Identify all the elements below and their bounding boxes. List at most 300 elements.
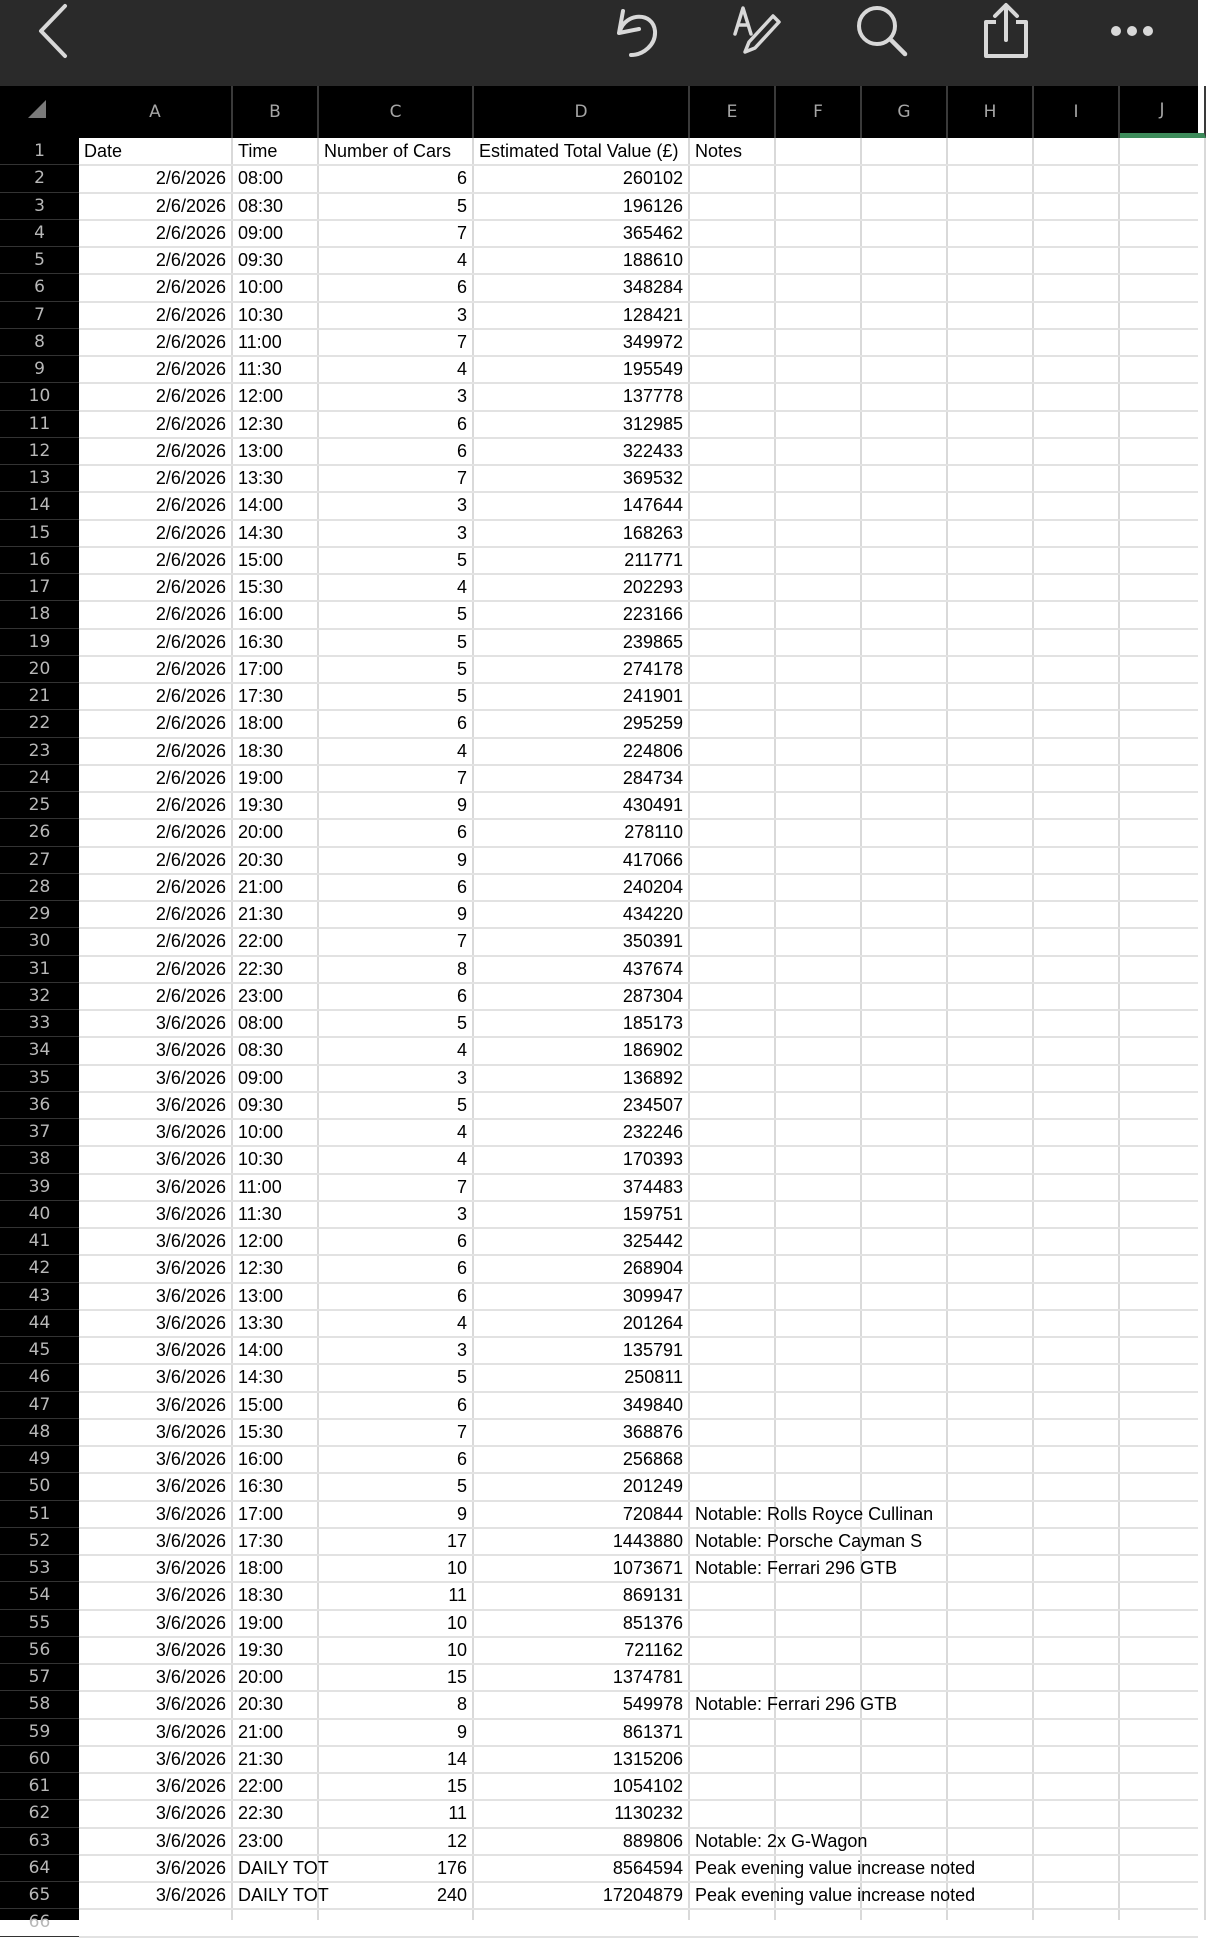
cell-notes[interactable]: Notable: Ferrari 296 GTB [695, 1694, 898, 1715]
row-header[interactable]: 39 [0, 1174, 79, 1201]
cell-time[interactable]: 09:00 [238, 1067, 284, 1088]
cell-cars[interactable]: 11 [448, 1803, 467, 1824]
row-header[interactable]: 56 [0, 1637, 79, 1664]
cell-date[interactable]: 3/6/2026 [155, 1885, 226, 1905]
row-header[interactable]: 44 [0, 1310, 79, 1337]
row-header[interactable]: 51 [0, 1501, 79, 1528]
cell-value[interactable]: 349840 [622, 1394, 683, 1415]
cell-time[interactable]: 08:30 [238, 195, 284, 216]
cell-time[interactable]: 20:30 [238, 1694, 284, 1715]
cell-value[interactable]: 284734 [622, 767, 683, 788]
cell-cars[interactable]: 6 [456, 713, 467, 734]
column-header-i[interactable]: I [1034, 86, 1120, 138]
cell-date[interactable]: 2/6/2026 [155, 849, 226, 870]
cell-time[interactable]: 12:00 [238, 1231, 284, 1251]
cell-cars[interactable]: 8 [456, 958, 467, 979]
cell-value[interactable]: 186902 [622, 1040, 683, 1061]
cell-cars[interactable]: 4 [456, 577, 467, 597]
cell-cars[interactable]: 14 [446, 1748, 467, 1769]
cell-value[interactable]: 274178 [622, 658, 683, 679]
row-header[interactable]: 10 [0, 383, 79, 410]
row-header[interactable]: 57 [0, 1664, 79, 1691]
cell-cars[interactable]: 6 [456, 985, 467, 1006]
cell-date[interactable]: 3/6/2026 [155, 1830, 226, 1851]
cell-time[interactable]: 22:00 [238, 931, 284, 952]
header-cell-time[interactable]: Time [238, 141, 278, 161]
cell-area[interactable] [79, 138, 1198, 1920]
cell-value[interactable]: 348284 [622, 277, 683, 298]
column-header-a[interactable]: A [79, 86, 233, 138]
cell-date[interactable]: 3/6/2026 [155, 1857, 226, 1878]
row-header[interactable]: 26 [0, 819, 79, 846]
cell-cars[interactable]: 6 [456, 277, 467, 298]
row-header[interactable]: 40 [0, 1201, 79, 1228]
cell-time[interactable]: 12:00 [238, 386, 284, 407]
cell-cars[interactable]: 6 [456, 822, 467, 843]
cell-date[interactable]: 2/6/2026 [155, 577, 226, 597]
cell-date[interactable]: 3/6/2026 [155, 1149, 226, 1170]
cell-date[interactable]: 3/6/2026 [155, 1803, 226, 1824]
cell-date[interactable]: 2/6/2026 [155, 713, 226, 734]
cell-time[interactable]: 14:00 [238, 495, 284, 516]
cell-notes[interactable]: Notable: Porsche Cayman S [695, 1530, 923, 1551]
cell-time[interactable]: 16:30 [238, 631, 284, 652]
row-header[interactable]: 55 [0, 1610, 79, 1637]
cell-cars[interactable]: 15 [446, 1776, 467, 1796]
column-header-j[interactable]: J [1120, 86, 1206, 138]
cell-time[interactable]: 12:30 [238, 1258, 284, 1279]
row-header[interactable]: 47 [0, 1392, 79, 1419]
cell-value[interactable]: 250811 [624, 1367, 683, 1388]
cell-cars[interactable]: 4 [456, 1312, 467, 1333]
row-header[interactable]: 1 [0, 138, 79, 165]
cell-date[interactable]: 3/6/2026 [155, 1694, 226, 1715]
row-header[interactable]: 34 [0, 1037, 79, 1064]
cell-cars[interactable]: 4 [456, 1149, 467, 1170]
cell-time[interactable]: 17:30 [238, 1530, 284, 1551]
cell-value[interactable]: 211771 [624, 549, 683, 570]
cell-date[interactable]: 2/6/2026 [155, 222, 226, 243]
row-header[interactable]: 48 [0, 1419, 79, 1446]
cell-value[interactable]: 1315206 [612, 1748, 683, 1769]
cell-time[interactable]: 23:00 [238, 985, 284, 1006]
row-header[interactable]: 58 [0, 1691, 79, 1718]
cell-date[interactable]: 3/6/2026 [155, 1639, 226, 1660]
cell-date[interactable]: 2/6/2026 [155, 331, 226, 352]
cell-date[interactable]: 2/6/2026 [155, 168, 226, 189]
undo-button[interactable] [605, 0, 665, 62]
row-header[interactable]: 17 [0, 574, 79, 601]
row-header[interactable]: 45 [0, 1337, 79, 1364]
cell-time[interactable]: 16:00 [238, 604, 284, 625]
cell-cars[interactable]: 7 [456, 331, 467, 352]
cell-time[interactable]: 14:30 [238, 522, 284, 543]
cell-date[interactable]: 3/6/2026 [155, 1312, 226, 1333]
row-header[interactable]: 29 [0, 901, 79, 928]
cell-cars[interactable]: 11 [448, 1585, 467, 1606]
cell-cars[interactable]: 3 [456, 495, 467, 516]
cell-time[interactable]: 13:00 [238, 440, 284, 461]
cell-value[interactable]: 721162 [624, 1639, 683, 1660]
row-header[interactable]: 38 [0, 1146, 79, 1173]
cell-date[interactable]: 3/6/2026 [155, 1285, 226, 1306]
cell-cars[interactable]: 9 [456, 904, 467, 924]
cell-date[interactable]: 2/6/2026 [155, 386, 226, 407]
header-cell-cars[interactable]: Number of Cars [324, 141, 452, 161]
cell-value[interactable]: 349972 [622, 331, 683, 352]
row-header[interactable]: 16 [0, 547, 79, 574]
row-header[interactable]: 60 [0, 1746, 79, 1773]
cell-value[interactable]: 201249 [622, 1476, 683, 1497]
cell-cars[interactable]: 3 [456, 304, 467, 325]
cell-time[interactable]: 19:00 [238, 1612, 284, 1633]
cell-value[interactable]: 195549 [622, 359, 683, 379]
cell-date[interactable]: 2/6/2026 [155, 658, 226, 679]
row-header[interactable]: 50 [0, 1473, 79, 1500]
cell-value[interactable]: 368876 [622, 1421, 683, 1442]
cell-time[interactable]: 15:30 [238, 577, 284, 597]
cell-notes[interactable]: Peak evening value increase noted [695, 1857, 976, 1878]
cell-cars[interactable]: 6 [456, 413, 467, 434]
row-header[interactable]: 46 [0, 1364, 79, 1391]
cell-value[interactable]: 1130232 [614, 1803, 683, 1824]
cell-value[interactable]: 309947 [622, 1285, 683, 1306]
column-header-f[interactable]: F [776, 86, 862, 138]
cell-cars[interactable]: 5 [456, 1094, 467, 1115]
cell-cars[interactable]: 3 [456, 1340, 467, 1360]
cell-date[interactable]: 2/6/2026 [155, 822, 226, 843]
cell-value[interactable]: 128421 [622, 304, 683, 325]
cell-value[interactable]: 1443880 [612, 1530, 683, 1551]
share-button[interactable] [975, 0, 1037, 62]
row-header[interactable]: 4 [0, 220, 79, 247]
cell-time[interactable]: 13:30 [238, 468, 284, 488]
cell-cars[interactable]: 6 [456, 168, 467, 189]
header-cell-value[interactable]: Estimated Total Value (£) [479, 141, 679, 161]
row-header[interactable]: 6 [0, 274, 79, 301]
cell-cars[interactable]: 3 [456, 386, 467, 407]
cell-time[interactable]: 18:00 [238, 1558, 284, 1578]
cell-time[interactable]: 21:30 [238, 1748, 284, 1769]
cell-value[interactable]: 1073671 [612, 1558, 683, 1578]
cell-cars[interactable]: 176 [436, 1857, 467, 1878]
cell-value[interactable]: 185173 [622, 1013, 683, 1033]
column-header-c[interactable]: C [319, 86, 474, 138]
row-header[interactable]: 30 [0, 928, 79, 955]
cell-notes[interactable]: Notable: Rolls Royce Cullinan [695, 1503, 934, 1524]
cell-value[interactable]: 369532 [622, 468, 683, 488]
cell-date[interactable]: 2/6/2026 [155, 250, 226, 270]
row-header[interactable]: 28 [0, 874, 79, 901]
row-header[interactable]: 14 [0, 492, 79, 519]
cell-cars[interactable]: 9 [456, 795, 467, 815]
cell-time[interactable]: 19:30 [238, 795, 284, 815]
cell-value[interactable]: 201264 [622, 1312, 683, 1333]
cell-date[interactable]: 2/6/2026 [155, 931, 226, 952]
cell-cars[interactable]: 4 [456, 1040, 467, 1061]
cell-value[interactable]: 287304 [622, 985, 683, 1006]
cell-date[interactable]: 3/6/2026 [155, 1122, 226, 1142]
row-header[interactable]: 36 [0, 1092, 79, 1119]
row-header[interactable]: 25 [0, 792, 79, 819]
cell-value[interactable]: 224806 [622, 740, 683, 761]
cell-time[interactable]: 22:30 [238, 958, 284, 979]
cell-cars[interactable]: 5 [456, 631, 467, 652]
cell-date[interactable]: 2/6/2026 [155, 958, 226, 979]
cell-date[interactable]: 2/6/2026 [155, 413, 226, 434]
cell-cars[interactable]: 6 [456, 876, 467, 897]
cell-date[interactable]: 2/6/2026 [155, 468, 226, 488]
row-header[interactable]: 61 [0, 1773, 79, 1800]
cell-cars[interactable]: 5 [456, 1013, 467, 1033]
column-header-e[interactable]: E [690, 86, 776, 138]
row-header[interactable]: 18 [0, 601, 79, 628]
cell-time[interactable]: 13:00 [238, 1285, 284, 1306]
cell-cars[interactable]: 5 [456, 658, 467, 679]
cell-cars[interactable]: 9 [456, 849, 467, 870]
cell-date[interactable]: 2/6/2026 [155, 495, 226, 516]
cell-value[interactable]: 325442 [622, 1231, 683, 1251]
row-header[interactable]: 5 [0, 247, 79, 274]
cell-value[interactable]: 365462 [622, 222, 683, 243]
cell-cars[interactable]: 4 [456, 359, 467, 379]
row-header[interactable]: 22 [0, 710, 79, 737]
header-cell-date[interactable]: Date [84, 141, 123, 161]
cell-time[interactable]: 19:00 [238, 767, 284, 788]
cell-time[interactable]: 10:30 [238, 1149, 284, 1170]
cell-date[interactable]: 3/6/2026 [155, 1530, 226, 1551]
cell-cars[interactable]: 7 [456, 931, 467, 952]
row-header[interactable]: 59 [0, 1719, 79, 1746]
cell-time[interactable]: DAILY TOT [238, 1885, 329, 1905]
row-header[interactable]: 42 [0, 1255, 79, 1282]
cell-time[interactable]: 19:30 [238, 1639, 284, 1660]
cell-cars[interactable]: 7 [456, 767, 467, 788]
row-header[interactable]: 13 [0, 465, 79, 492]
header-cell-notes[interactable]: Notes [695, 141, 743, 161]
cell-time[interactable]: 21:00 [238, 876, 284, 897]
row-header[interactable]: 12 [0, 438, 79, 465]
cell-cars[interactable]: 17 [446, 1530, 467, 1551]
cell-time[interactable]: 09:00 [238, 222, 284, 243]
cell-time[interactable]: 09:30 [238, 1094, 284, 1115]
row-header[interactable]: 66 [0, 1909, 79, 1936]
cell-value[interactable]: 196126 [622, 195, 683, 216]
cell-cars[interactable]: 15 [446, 1667, 467, 1687]
more-button[interactable] [1102, 0, 1162, 62]
cell-cars[interactable]: 3 [456, 522, 467, 543]
cell-time[interactable]: 18:00 [238, 713, 284, 734]
cell-date[interactable]: 2/6/2026 [155, 740, 226, 761]
cell-cars[interactable]: 8 [456, 1694, 467, 1715]
cell-date[interactable]: 3/6/2026 [155, 1340, 226, 1360]
cell-date[interactable]: 3/6/2026 [155, 1449, 226, 1469]
cell-time[interactable]: 21:00 [238, 1721, 284, 1742]
cell-cars[interactable]: 3 [456, 1203, 467, 1224]
cell-cars[interactable]: 9 [456, 1721, 467, 1742]
cell-date[interactable]: 2/6/2026 [155, 195, 226, 216]
cell-date[interactable]: 2/6/2026 [155, 277, 226, 298]
cell-time[interactable]: 17:00 [238, 658, 284, 679]
back-button[interactable] [28, 0, 78, 62]
cell-date[interactable]: 2/6/2026 [155, 904, 226, 924]
cell-cars[interactable]: 7 [456, 1176, 467, 1197]
cell-date[interactable]: 3/6/2026 [155, 1040, 226, 1061]
row-header[interactable]: 53 [0, 1555, 79, 1582]
cell-time[interactable]: 14:30 [238, 1367, 284, 1388]
cell-date[interactable]: 2/6/2026 [155, 876, 226, 897]
cell-value[interactable]: 188610 [622, 250, 683, 270]
cell-cars[interactable]: 6 [456, 1449, 467, 1469]
cell-date[interactable]: 3/6/2026 [155, 1421, 226, 1442]
column-header-g[interactable]: G [862, 86, 948, 138]
row-header[interactable]: 63 [0, 1828, 79, 1855]
cell-cars[interactable]: 12 [446, 1830, 467, 1851]
row-header[interactable]: 7 [0, 302, 79, 329]
row-header[interactable]: 37 [0, 1119, 79, 1146]
cell-cars[interactable]: 7 [456, 468, 467, 488]
cell-date[interactable]: 2/6/2026 [155, 359, 226, 379]
cell-value[interactable]: 241901 [622, 686, 683, 706]
cell-value[interactable]: 322433 [622, 440, 683, 461]
cell-value[interactable]: 861371 [622, 1721, 683, 1742]
cell-date[interactable]: 3/6/2026 [155, 1394, 226, 1415]
row-header[interactable]: 24 [0, 765, 79, 792]
row-header[interactable]: 33 [0, 1010, 79, 1037]
search-button[interactable] [852, 0, 912, 62]
cell-date[interactable]: 3/6/2026 [155, 1748, 226, 1769]
cell-time[interactable]: 08:00 [238, 1013, 284, 1033]
row-header[interactable]: 49 [0, 1446, 79, 1473]
cell-time[interactable]: 20:00 [238, 822, 284, 843]
select-all-corner[interactable] [0, 86, 79, 138]
cell-date[interactable]: 3/6/2026 [155, 1258, 226, 1279]
row-header[interactable]: 27 [0, 847, 79, 874]
cell-value[interactable]: 295259 [622, 713, 683, 734]
cell-date[interactable]: 3/6/2026 [155, 1231, 226, 1251]
cell-time[interactable]: DAILY TOT [238, 1857, 329, 1878]
row-header[interactable]: 19 [0, 629, 79, 656]
cell-value[interactable]: 720844 [622, 1503, 683, 1524]
cell-date[interactable]: 2/6/2026 [155, 686, 226, 706]
cell-value[interactable]: 1374781 [612, 1667, 683, 1687]
row-header[interactable]: 43 [0, 1283, 79, 1310]
cell-date[interactable]: 2/6/2026 [155, 631, 226, 652]
cell-value[interactable]: 147644 [622, 495, 683, 516]
cell-cars[interactable]: 4 [456, 1122, 467, 1142]
cell-value[interactable]: 256868 [622, 1449, 683, 1469]
row-header[interactable]: 64 [0, 1855, 79, 1882]
row-header[interactable]: 3 [0, 193, 79, 220]
cell-cars[interactable]: 5 [456, 686, 467, 706]
cell-value[interactable]: 889806 [622, 1830, 683, 1851]
cell-cars[interactable]: 6 [456, 1231, 467, 1251]
cell-notes[interactable]: Peak evening value increase noted [695, 1885, 976, 1905]
cell-date[interactable]: 3/6/2026 [155, 1667, 226, 1687]
cell-notes[interactable]: Notable: 2x G-Wagon [695, 1830, 868, 1851]
row-header[interactable]: 41 [0, 1228, 79, 1255]
row-header[interactable]: 35 [0, 1065, 79, 1092]
column-header-b[interactable]: B [233, 86, 319, 138]
cell-time[interactable]: 12:30 [238, 413, 284, 434]
cell-cars[interactable]: 5 [456, 195, 467, 216]
cell-date[interactable]: 3/6/2026 [155, 1094, 226, 1115]
cell-cars[interactable]: 5 [456, 604, 467, 625]
cell-time[interactable]: 11:00 [238, 331, 282, 352]
cell-date[interactable]: 3/6/2026 [155, 1503, 226, 1524]
row-header[interactable]: 32 [0, 983, 79, 1010]
cell-value[interactable]: 417066 [622, 849, 683, 870]
row-header[interactable]: 8 [0, 329, 79, 356]
cell-time[interactable]: 11:30 [238, 359, 282, 379]
cell-date[interactable]: 2/6/2026 [155, 440, 226, 461]
cell-value[interactable]: 234507 [622, 1094, 683, 1115]
cell-date[interactable]: 2/6/2026 [155, 985, 226, 1006]
cell-value[interactable]: 17204879 [602, 1885, 683, 1905]
cell-time[interactable]: 21:30 [238, 904, 284, 924]
cell-cars[interactable]: 6 [456, 1258, 467, 1279]
cell-cars[interactable]: 5 [456, 549, 467, 570]
cell-date[interactable]: 2/6/2026 [155, 795, 226, 815]
cell-value[interactable]: 374483 [622, 1176, 683, 1197]
cell-date[interactable]: 2/6/2026 [155, 604, 226, 625]
cell-cars[interactable]: 6 [456, 1285, 467, 1306]
cell-date[interactable]: 3/6/2026 [155, 1367, 226, 1388]
cell-time[interactable]: 09:30 [238, 250, 284, 270]
row-header[interactable]: 52 [0, 1528, 79, 1555]
cell-value[interactable]: 135791 [622, 1340, 683, 1360]
row-header[interactable]: 31 [0, 956, 79, 983]
cell-time[interactable]: 13:30 [238, 1312, 284, 1333]
cell-date[interactable]: 3/6/2026 [155, 1176, 226, 1197]
cell-value[interactable]: 170393 [622, 1149, 683, 1170]
column-header-d[interactable]: D [474, 86, 690, 138]
cell-time[interactable]: 18:30 [238, 740, 284, 761]
cell-value[interactable]: 851376 [622, 1612, 683, 1633]
cell-time[interactable]: 17:00 [238, 1503, 284, 1524]
cell-value[interactable]: 239865 [622, 631, 683, 652]
cell-date[interactable]: 3/6/2026 [155, 1013, 226, 1033]
cell-cars[interactable]: 10 [446, 1639, 467, 1660]
cell-value[interactable]: 232246 [622, 1122, 683, 1142]
row-header[interactable]: 15 [0, 520, 79, 547]
cell-value[interactable]: 159751 [622, 1203, 683, 1224]
cell-cars[interactable]: 9 [456, 1503, 467, 1524]
cell-time[interactable]: 22:00 [238, 1776, 284, 1796]
cell-value[interactable]: 430491 [622, 795, 683, 815]
cell-date[interactable]: 2/6/2026 [155, 767, 226, 788]
cell-time[interactable]: 15:00 [238, 1394, 284, 1415]
cell-time[interactable]: 15:00 [238, 549, 284, 570]
cell-cars[interactable]: 3 [456, 1067, 467, 1088]
cell-date[interactable]: 3/6/2026 [155, 1585, 226, 1606]
cell-value[interactable]: 278110 [624, 822, 683, 843]
cell-date[interactable]: 2/6/2026 [155, 549, 226, 570]
cell-date[interactable]: 2/6/2026 [155, 522, 226, 543]
cell-value[interactable]: 350391 [622, 931, 683, 952]
cell-value[interactable]: 168263 [622, 522, 683, 543]
cell-time[interactable]: 18:30 [238, 1585, 284, 1606]
cell-time[interactable]: 11:30 [238, 1203, 282, 1224]
cell-cars[interactable]: 4 [456, 250, 467, 270]
row-header[interactable]: 2 [0, 165, 79, 192]
cell-value[interactable]: 260102 [622, 168, 683, 189]
cell-time[interactable]: 15:30 [238, 1421, 284, 1442]
row-header[interactable]: 65 [0, 1882, 79, 1909]
cell-value[interactable]: 223166 [622, 604, 683, 625]
row-header[interactable]: 21 [0, 683, 79, 710]
cell-cars[interactable]: 6 [456, 1394, 467, 1415]
